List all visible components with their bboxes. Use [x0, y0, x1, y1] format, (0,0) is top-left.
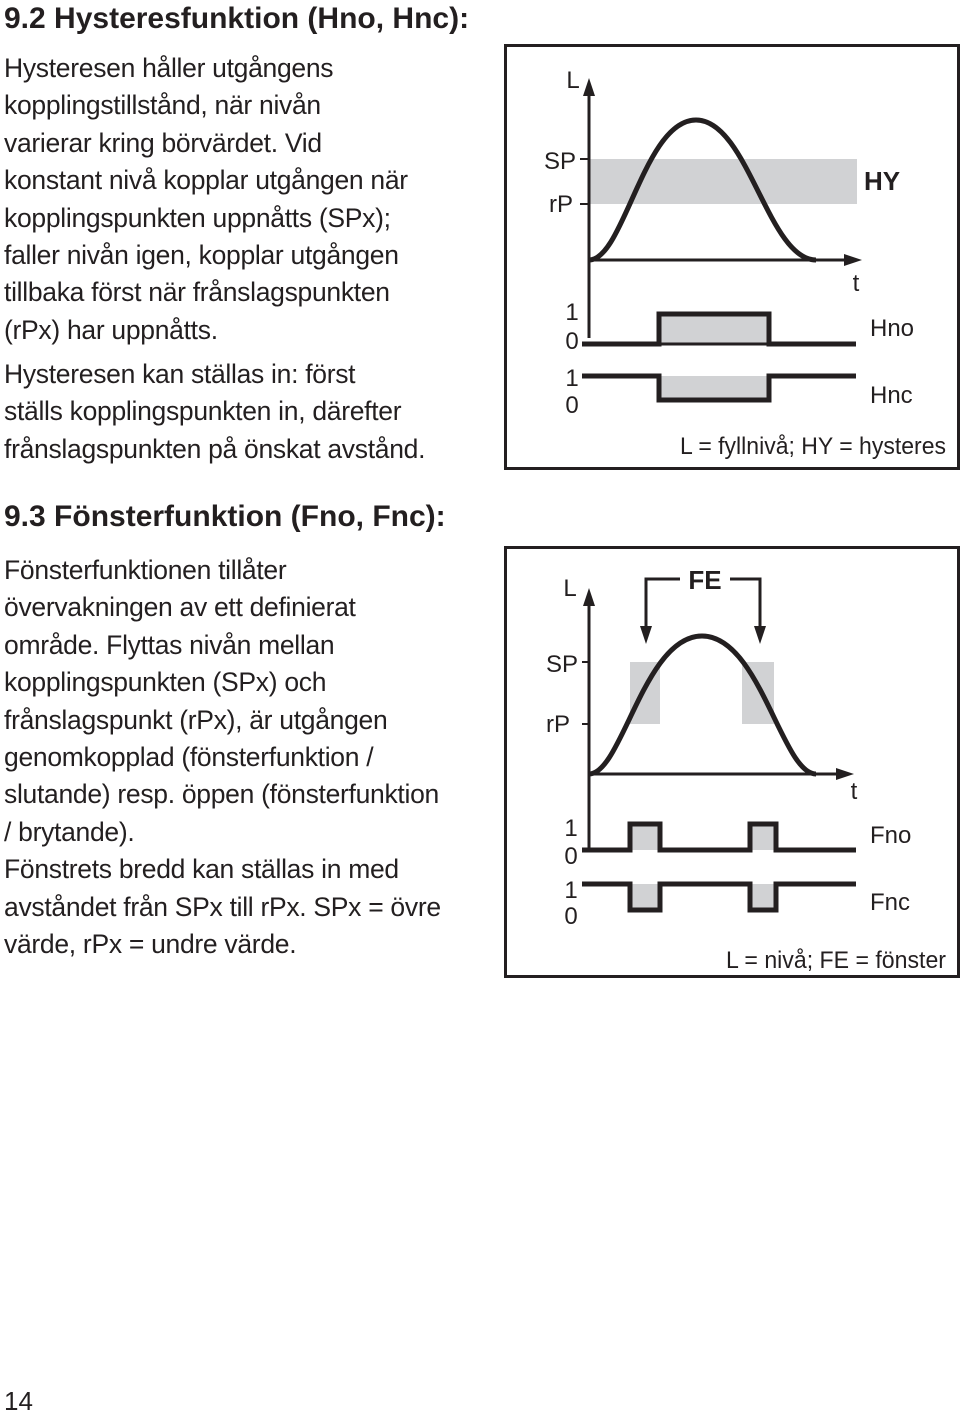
hnc-high-label: 1 — [565, 365, 579, 392]
hysteresis-band — [589, 159, 857, 204]
hno-active-interval — [659, 314, 769, 344]
level-axis-label: L — [563, 575, 577, 602]
fno-low-label: 0 — [564, 843, 578, 870]
time-axis-label: t — [852, 270, 860, 297]
fno-label: Fno — [870, 822, 912, 849]
hysteresis-diagram — [504, 44, 960, 472]
page-number: 14 — [4, 1386, 33, 1416]
hno-low-label: 0 — [565, 328, 579, 355]
sp-label: SP — [545, 651, 578, 678]
section-heading-hysteresis: 9.2 Hysteresfunktion (Hno, Hnc): — [4, 2, 470, 35]
fe-label: FE — [688, 565, 722, 595]
hysteresis-setting-description: Hysteresen kan ställas in: först ställs kopplingspunkten in, därefter frånslagspunkten på önskat avstånd. — [4, 359, 426, 464]
rp-label: rP — [546, 711, 570, 738]
fnc-low-label: 0 — [564, 903, 578, 930]
hy-label: HY — [863, 166, 901, 196]
rp-label: rP — [549, 191, 573, 218]
hnc-low-label: 0 — [565, 392, 579, 419]
sp-label: SP — [543, 148, 576, 175]
section-heading-window: 9.3 Fönsterfunktion (Fno, Fnc): — [4, 500, 446, 533]
hysteresis-caption: L = fyllnivå; HY = hysteres — [680, 433, 946, 460]
hnc-label: Hnc — [870, 382, 913, 409]
hno-label: Hno — [870, 315, 915, 342]
window-caption: L = nivå; FE = fönster — [726, 947, 947, 974]
hno-high-label: 1 — [565, 299, 579, 326]
hysteresis-description: Hysteresen håller utgångens kopplingstillstånd, när nivån varierar kring börvärdet. Vid konstant nivå kopplar utgången när kopplingspunkten uppnåtts (SPx); faller nivån igen, kopplar utgången tillbaka först när frånslagspunkten (rPx) har uppnåtts. — [4, 53, 408, 345]
window-diagram — [504, 546, 960, 980]
fnc-high-label: 1 — [564, 877, 578, 904]
time-axis-label: t — [850, 778, 858, 805]
window-description: Fönsterfunktionen tillåter övervakningen av ett definierat område. Flyttas nivån mellan kopplingspunkten (SPx) och frånslagspunkt (rPx), är utgången genomkopplad (fönsterfunktion / slutande) resp. öppen (fönsterfunktion / brytande). Fönstrets bredd kan ställas in med avståndet från SPx till rPx. SPx = övre värde, rPx = undre värde. — [4, 555, 441, 960]
hnc-inactive-interval — [659, 376, 769, 400]
fnc-label: Fnc — [870, 889, 911, 916]
fno-high-label: 1 — [564, 815, 578, 842]
level-axis-label: L — [566, 67, 580, 94]
